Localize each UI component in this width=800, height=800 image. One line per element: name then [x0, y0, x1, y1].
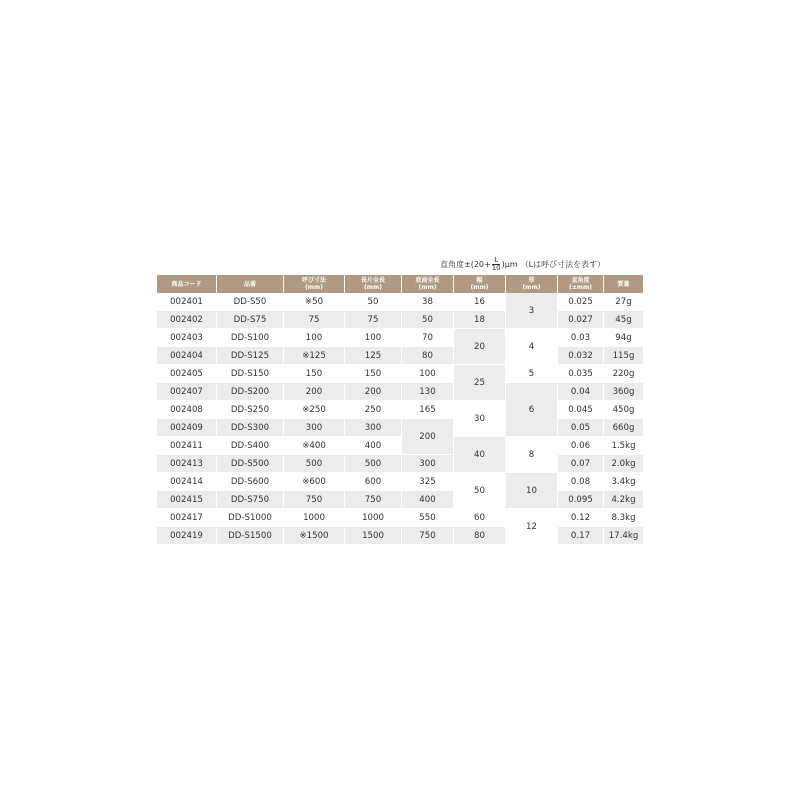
table-row: [157, 347, 644, 365]
cell-bottom: 80: [402, 347, 454, 365]
table-row: [157, 365, 644, 383]
cell-bottom: 50: [402, 311, 454, 329]
cell-long: 150: [345, 365, 402, 383]
cell-part: DD-S1000: [217, 509, 284, 527]
header-bottom-length: 底面全長 (mm): [402, 275, 454, 293]
cell-squareness: 0.05: [558, 419, 604, 437]
cell-long: 400: [345, 437, 402, 455]
formula-note: （Lは呼び寸法を表す）: [520, 259, 606, 269]
cell-squareness: 0.032: [558, 347, 604, 365]
cell-long: 600: [345, 473, 402, 491]
cell-thick: 4: [506, 329, 558, 365]
cell-squareness: 0.027: [558, 311, 604, 329]
cell-squareness: 0.06: [558, 437, 604, 455]
header-row: [157, 275, 644, 293]
cell-squareness: 0.08: [558, 473, 604, 491]
cell-code: 002407: [157, 383, 217, 401]
cell-width: 25: [454, 365, 506, 401]
cell-squareness: 0.17: [558, 527, 604, 545]
cell-nominal: 300: [284, 419, 345, 437]
cell-bottom: 400: [402, 491, 454, 509]
cell-thick: 5: [506, 365, 558, 383]
cell-nominal: 500: [284, 455, 345, 473]
cell-mass: 660g: [604, 419, 644, 437]
table-row: [157, 293, 644, 311]
cell-width: 20: [454, 329, 506, 365]
cell-code: 002404: [157, 347, 217, 365]
cell-long: 300: [345, 419, 402, 437]
cell-width: 80: [454, 527, 506, 545]
cell-squareness: 0.025: [558, 293, 604, 311]
cell-mass: 27g: [604, 293, 644, 311]
header-thickness: 厚 (mm): [506, 275, 558, 293]
table-row: [157, 437, 644, 455]
cell-mass: 8.3kg: [604, 509, 644, 527]
cell-mass: 360g: [604, 383, 644, 401]
header-long-length: 長片全長 (mm): [345, 275, 402, 293]
cell-squareness: 0.03: [558, 329, 604, 347]
cell-part: DD-S75: [217, 311, 284, 329]
formula-denominator: 10: [491, 263, 501, 272]
cell-mass: 3.4kg: [604, 473, 644, 491]
cell-width: 40: [454, 437, 506, 473]
header-squareness: 直角度 (±mm): [558, 275, 604, 293]
cell-part: DD-S200: [217, 383, 284, 401]
cell-mass: 17.4kg: [604, 527, 644, 545]
cell-bottom: 200: [402, 419, 454, 455]
cell-part: DD-S250: [217, 401, 284, 419]
cell-thick: 6: [506, 383, 558, 437]
formula-prefix: 直角度±(20+: [440, 259, 491, 269]
table-row: [157, 311, 644, 329]
cell-part: DD-S100: [217, 329, 284, 347]
cell-mass: 115g: [604, 347, 644, 365]
cell-part: DD-S300: [217, 419, 284, 437]
cell-nominal: ※50: [284, 293, 345, 311]
cell-bottom: 165: [402, 401, 454, 419]
cell-squareness: 0.035: [558, 365, 604, 383]
cell-nominal: 1000: [284, 509, 345, 527]
cell-part: DD-S1500: [217, 527, 284, 545]
cell-long: 500: [345, 455, 402, 473]
cell-code: 002415: [157, 491, 217, 509]
table-row: [157, 527, 644, 545]
table-row: [157, 473, 644, 491]
cell-code: 002413: [157, 455, 217, 473]
cell-mass: 2.0kg: [604, 455, 644, 473]
cell-part: DD-S400: [217, 437, 284, 455]
cell-bottom: 70: [402, 329, 454, 347]
cell-nominal: 200: [284, 383, 345, 401]
cell-mass: 94g: [604, 329, 644, 347]
cell-nominal: 750: [284, 491, 345, 509]
cell-nominal: ※600: [284, 473, 345, 491]
cell-thick: 8: [506, 437, 558, 473]
cell-nominal: 75: [284, 311, 345, 329]
cell-nominal: ※125: [284, 347, 345, 365]
header-width: 幅 (mm): [454, 275, 506, 293]
cell-bottom: 300: [402, 455, 454, 473]
cell-thick: 12: [506, 509, 558, 545]
table-row: [157, 419, 644, 437]
cell-code: 002414: [157, 473, 217, 491]
cell-long: 50: [345, 293, 402, 311]
cell-long: 200: [345, 383, 402, 401]
cell-long: 1000: [345, 509, 402, 527]
cell-mass: 4.2kg: [604, 491, 644, 509]
cell-code: 002417: [157, 509, 217, 527]
cell-mass: 1.5kg: [604, 437, 644, 455]
cell-part: DD-S125: [217, 347, 284, 365]
cell-nominal: ※400: [284, 437, 345, 455]
cell-squareness: 0.04: [558, 383, 604, 401]
cell-nominal: ※1500: [284, 527, 345, 545]
cell-nominal: 100: [284, 329, 345, 347]
cell-width: 50: [454, 473, 506, 509]
cell-bottom: 750: [402, 527, 454, 545]
header-nominal: 呼び寸法 (mm): [284, 275, 345, 293]
table-row: [157, 491, 644, 509]
cell-bottom: 38: [402, 293, 454, 311]
cell-squareness: 0.045: [558, 401, 604, 419]
table-row: [157, 509, 644, 527]
spec-table: [157, 275, 644, 545]
cell-width: 30: [454, 401, 506, 437]
cell-part: DD-S50: [217, 293, 284, 311]
cell-code: 002409: [157, 419, 217, 437]
cell-long: 100: [345, 329, 402, 347]
cell-long: 75: [345, 311, 402, 329]
cell-part: DD-S150: [217, 365, 284, 383]
table-row: [157, 401, 644, 419]
squareness-formula: [440, 256, 645, 272]
formula-numerator: L: [494, 255, 499, 264]
cell-width: 60: [454, 509, 506, 527]
cell-bottom: 550: [402, 509, 454, 527]
cell-code: 002408: [157, 401, 217, 419]
cell-code: 002403: [157, 329, 217, 347]
cell-code: 002402: [157, 311, 217, 329]
header-part: 品番: [217, 275, 284, 293]
cell-bottom: 325: [402, 473, 454, 491]
cell-long: 125: [345, 347, 402, 365]
cell-thick: 10: [506, 473, 558, 509]
cell-mass: 220g: [604, 365, 644, 383]
cell-thick: 3: [506, 293, 558, 329]
cell-part: DD-S600: [217, 473, 284, 491]
cell-part: DD-S750: [217, 491, 284, 509]
cell-code: 002401: [157, 293, 217, 311]
cell-nominal: 150: [284, 365, 345, 383]
cell-mass: 45g: [604, 311, 644, 329]
header-mass: 質量: [604, 275, 644, 293]
cell-width: 16: [454, 293, 506, 311]
cell-long: 1500: [345, 527, 402, 545]
cell-code: 002405: [157, 365, 217, 383]
cell-bottom: 100: [402, 365, 454, 383]
cell-long: 250: [345, 401, 402, 419]
cell-squareness: 0.12: [558, 509, 604, 527]
header-code: 商品コード: [157, 275, 217, 293]
formula-fraction: [492, 257, 501, 272]
cell-nominal: ※250: [284, 401, 345, 419]
cell-code: 002411: [157, 437, 217, 455]
table-row: [157, 455, 644, 473]
cell-mass: 450g: [604, 401, 644, 419]
cell-long: 750: [345, 491, 402, 509]
cell-squareness: 0.095: [558, 491, 604, 509]
cell-code: 002419: [157, 527, 217, 545]
table-row: [157, 329, 644, 347]
formula-suffix: )μm: [501, 259, 518, 269]
cell-squareness: 0.07: [558, 455, 604, 473]
cell-part: DD-S500: [217, 455, 284, 473]
cell-width: 18: [454, 311, 506, 329]
cell-bottom: 130: [402, 383, 454, 401]
table-row: [157, 383, 644, 401]
